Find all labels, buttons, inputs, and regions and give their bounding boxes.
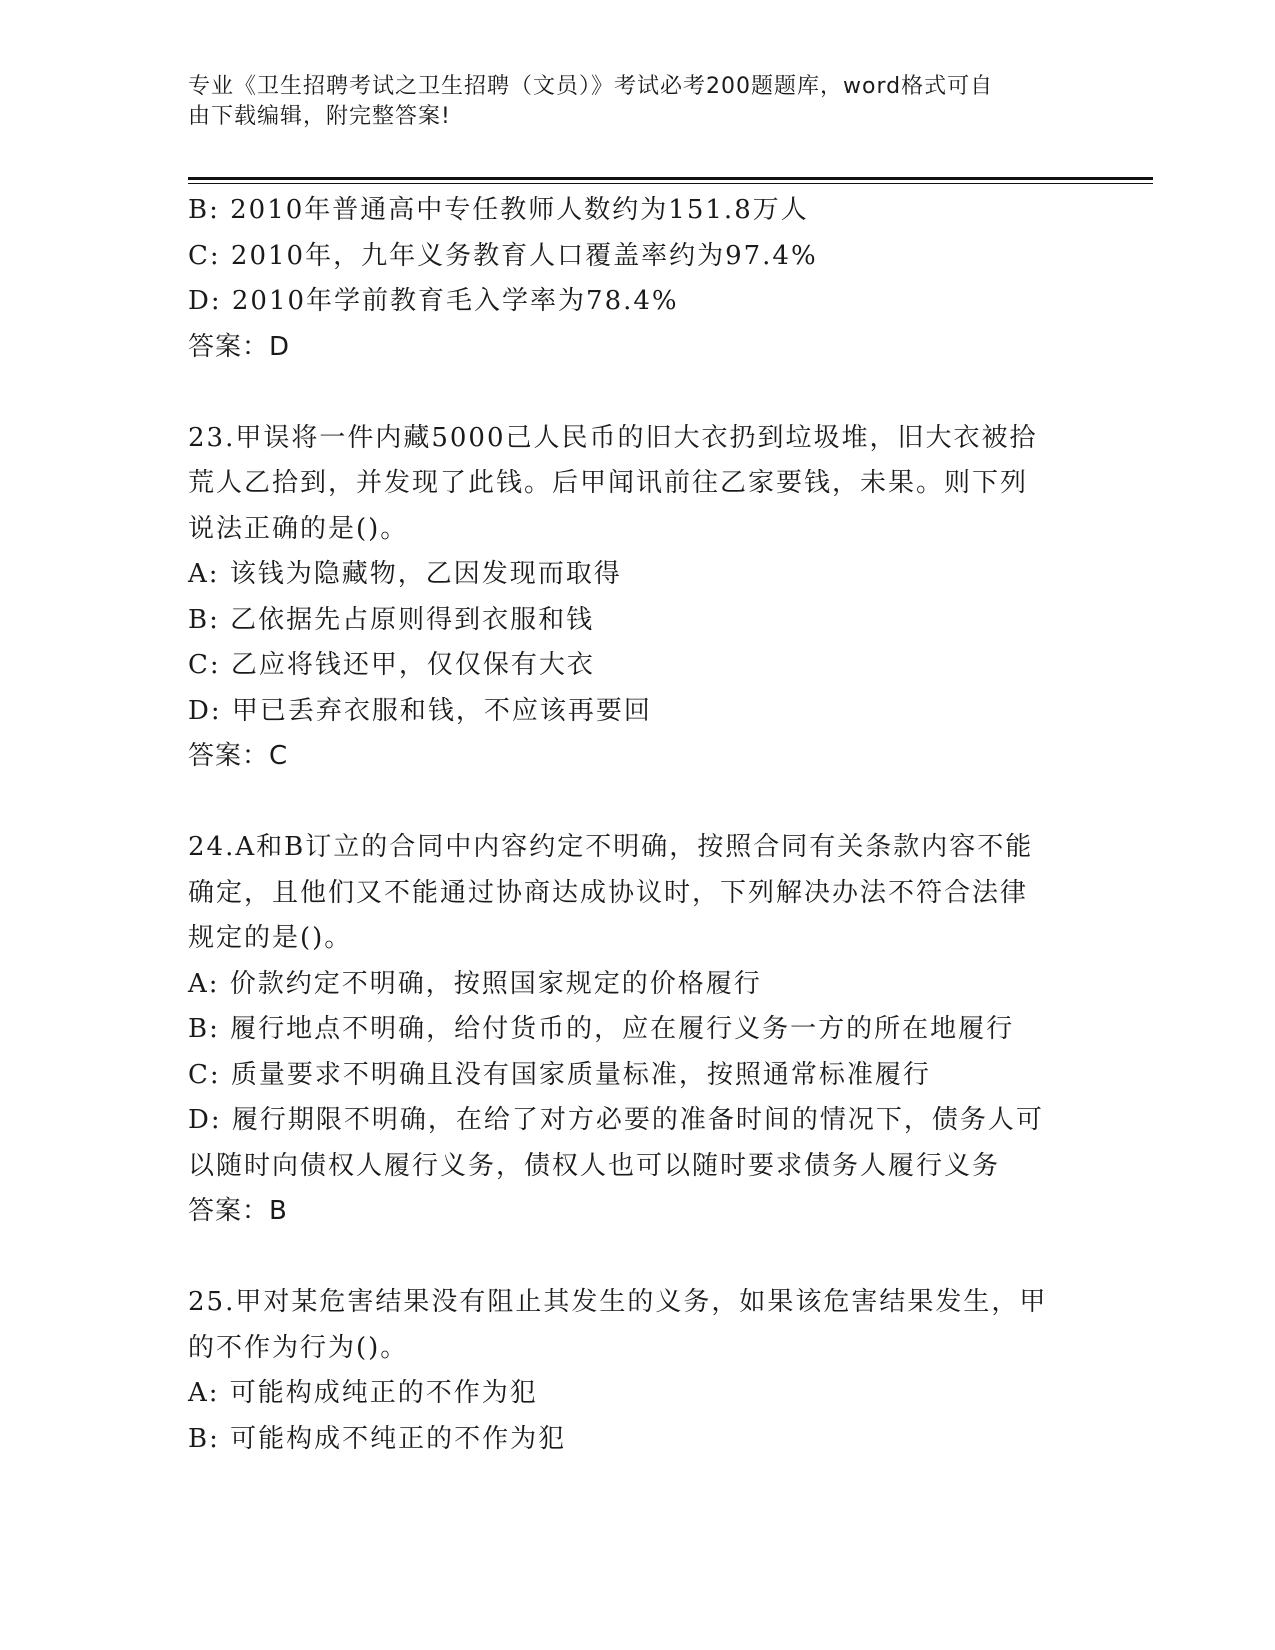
q22-option-b: B: 2010年普通高中专任教师人数约为151.8万人 [188,195,809,225]
q23-answer: 答案：C [188,741,289,771]
q22-answer: 答案：D [188,331,291,362]
q25-option-a: A: 可能构成纯正的不作为犯 [188,1378,538,1408]
q24-option-c: C: 质量要求不明确且没有国家质量标准，按照通常标准履行 [188,1059,931,1090]
q24-answer: 答案：B [188,1196,288,1226]
q24-option-b: B: 履行地点不明确，给付货币的，应在履行义务一方的所在地履行 [188,1014,1015,1044]
question-content [188,188,1088,1462]
q24-option-a: A: 价款约定不明确，按照国家规定的价格履行 [188,968,762,999]
q24-stem-line-2: 确定，且他们又不能通过协商达成协议时，下列解决办法不符合法律 [188,877,1029,908]
q24-option-d-line-1: D: 履行期限不明确，在给了对方必要的准备时间的情况下，债务人可 [188,1105,1044,1135]
q23-option-a: A: 该钱为隐藏物，乙因发现而取得 [188,559,622,589]
spacer [188,1235,1088,1281]
spacer [188,780,1088,826]
q23-option-c: C: 乙应将钱还甲，仅仅保有大衣 [188,650,595,680]
q23-option-d: D: 甲已丢弃衣服和钱，不应该再要回 [188,695,652,726]
q22-option-d: D: 2010年学前教育毛入学率为78.4% [188,286,679,316]
q25-option-b: B: 可能构成不纯正的不作为犯 [188,1423,567,1454]
q23-stem-line-2: 荒人乙拾到，并发现了此钱。后甲闻讯前往乙家要钱，未果。则下列 [188,468,1029,498]
q23-option-b: B: 乙依据先占原则得到衣服和钱 [188,604,595,635]
document-header [188,72,1068,132]
q24-stem-line-1: 24.A和B订立的合同中内容约定不明确，按照合同有关条款内容不能 [188,832,1034,862]
q24-stem-line-3: 规定的是()。 [188,923,353,953]
q23-stem-line-3: 说法正确的是()。 [188,513,409,544]
header-rule-thin [188,183,1153,184]
header-rule-thick [188,177,1153,180]
q25-stem-line-1: 25.甲对某危害结果没有阻止其发生的义务，如果该危害结果发生，甲 [188,1287,1048,1317]
q24-option-d-line-2: 以随时向债权人履行义务，债权人也可以随时要求债务人履行义务 [188,1150,1001,1181]
spacer [188,370,1088,416]
q22-option-c: C: 2010年，九年义务教育人口覆盖率约为97.4% [188,240,818,271]
q23-stem-line-1: 23.甲误将一件内藏5000己人民币的旧大衣扔到垃圾堆，旧大衣被拾 [188,422,1038,453]
q25-stem-line-2: 的不作为行为()。 [188,1332,409,1363]
header-line-2: 由下载编辑，附完整答案! [188,104,451,129]
header-line-1: 专业《卫生招聘考试之卫生招聘（文员）》考试必考200题题库，word格式可自 [188,74,994,99]
